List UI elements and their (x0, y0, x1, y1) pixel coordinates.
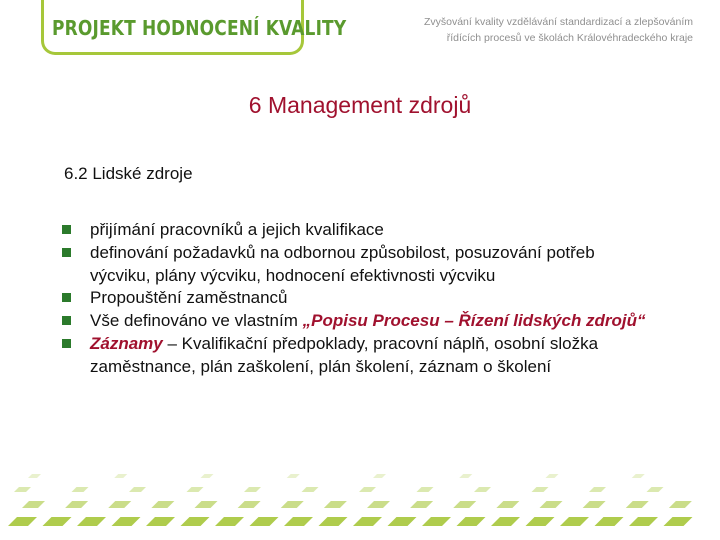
bullet-list (62, 219, 652, 379)
decor-stripe (114, 474, 127, 478)
decor-stripe (238, 501, 261, 508)
decor-stripe (629, 517, 658, 526)
bullet-text: Propouštění zaměstnanců (90, 288, 288, 308)
decor-stripe (112, 517, 141, 526)
decorative-stripes (0, 440, 720, 540)
decor-stripe (146, 517, 175, 526)
bullet-item (62, 287, 652, 310)
tagline-line-1: Zvyšování kvality vzdělávání standardizací a zlepšováním (423, 16, 693, 28)
decor-stripe (491, 517, 520, 526)
decor-stripe (546, 474, 559, 478)
decor-stripe (589, 487, 606, 492)
decor-stripe (359, 487, 376, 492)
records-label: Záznamy (90, 333, 163, 353)
decor-stripe (647, 487, 664, 492)
bullet-text: Vše definováno ve vlastním (90, 311, 303, 331)
square-bullet-icon (62, 339, 71, 348)
header-tagline (393, 14, 693, 46)
decor-stripe (422, 517, 451, 526)
decor-stripe (457, 517, 486, 526)
decor-stripe (353, 517, 382, 526)
bullet-item (62, 310, 652, 333)
bullet-item (62, 242, 652, 288)
decor-stripe (583, 501, 606, 508)
decor-stripe (459, 474, 472, 478)
section-heading: 6.2 Lidské zdroje (64, 164, 193, 183)
decor-stripe (72, 487, 89, 492)
decor-stripe (201, 474, 214, 478)
decor-stripe (215, 517, 244, 526)
decor-stripe (410, 501, 433, 508)
decor-stripe (669, 501, 692, 508)
decor-stripe (474, 487, 491, 492)
decor-stripe (14, 487, 31, 492)
decor-stripe (77, 517, 106, 526)
decor-stripe (302, 487, 319, 492)
decor-stripe (65, 501, 88, 508)
bullet-item (62, 333, 652, 379)
decor-stripe (244, 487, 261, 492)
bullet-text: přijímání pracovníků a jejich kvalifikace (90, 220, 384, 239)
decor-stripe (187, 487, 204, 492)
decor-stripe (373, 474, 386, 478)
decor-stripe (28, 474, 41, 478)
square-bullet-icon (62, 316, 71, 325)
decor-stripe (43, 517, 72, 526)
decor-stripe (250, 517, 279, 526)
slide-title: 6 Management zdrojů (248, 92, 472, 118)
decor-stripe (595, 517, 624, 526)
decor-stripe (284, 517, 313, 526)
decor-stripe (417, 487, 434, 492)
decor-stripe (367, 501, 390, 508)
decor-stripe (22, 501, 45, 508)
bullet-text: definování požadavků na odbornou způsobilost, posuzování potřeb výcviku, plány výcviku, hodnocení efektivnosti výcviku (90, 242, 595, 285)
decor-stripe (626, 501, 649, 508)
decor-stripe (319, 517, 348, 526)
decor-stripe (540, 501, 563, 508)
tagline-line-2: řídících procesů ve školách Královéhradeckého kraje (446, 32, 693, 44)
decor-stripe (195, 501, 218, 508)
decor-stripe (324, 501, 347, 508)
decor-stripe (151, 501, 174, 508)
decor-stripe (664, 517, 693, 526)
bullet-item (62, 219, 652, 242)
decor-stripe (8, 517, 37, 526)
decor-stripe (281, 501, 304, 508)
logo: PROJEKT HODNOCENÍ KVALITY (52, 16, 347, 40)
decor-stripe (560, 517, 589, 526)
bullet-text: – Kvalifikační předpoklady, pracovní náplň, osobní složka zaměstnance, plán zaškolení, plán školení, záznam o školení (90, 333, 599, 376)
square-bullet-icon (62, 248, 71, 257)
decor-stripe (453, 501, 476, 508)
decor-stripe (181, 517, 210, 526)
decor-stripe (129, 487, 146, 492)
decor-stripe (526, 517, 555, 526)
decor-stripe (108, 501, 131, 508)
decor-stripe (532, 487, 549, 492)
decor-stripe (496, 501, 519, 508)
square-bullet-icon (62, 225, 71, 234)
decor-stripe (388, 517, 417, 526)
process-document-name: „Popisu Procesu – Řízení lidských zdrojů“ (302, 311, 646, 331)
decor-stripe (632, 474, 645, 478)
decor-stripe (287, 474, 300, 478)
square-bullet-icon (62, 293, 71, 302)
